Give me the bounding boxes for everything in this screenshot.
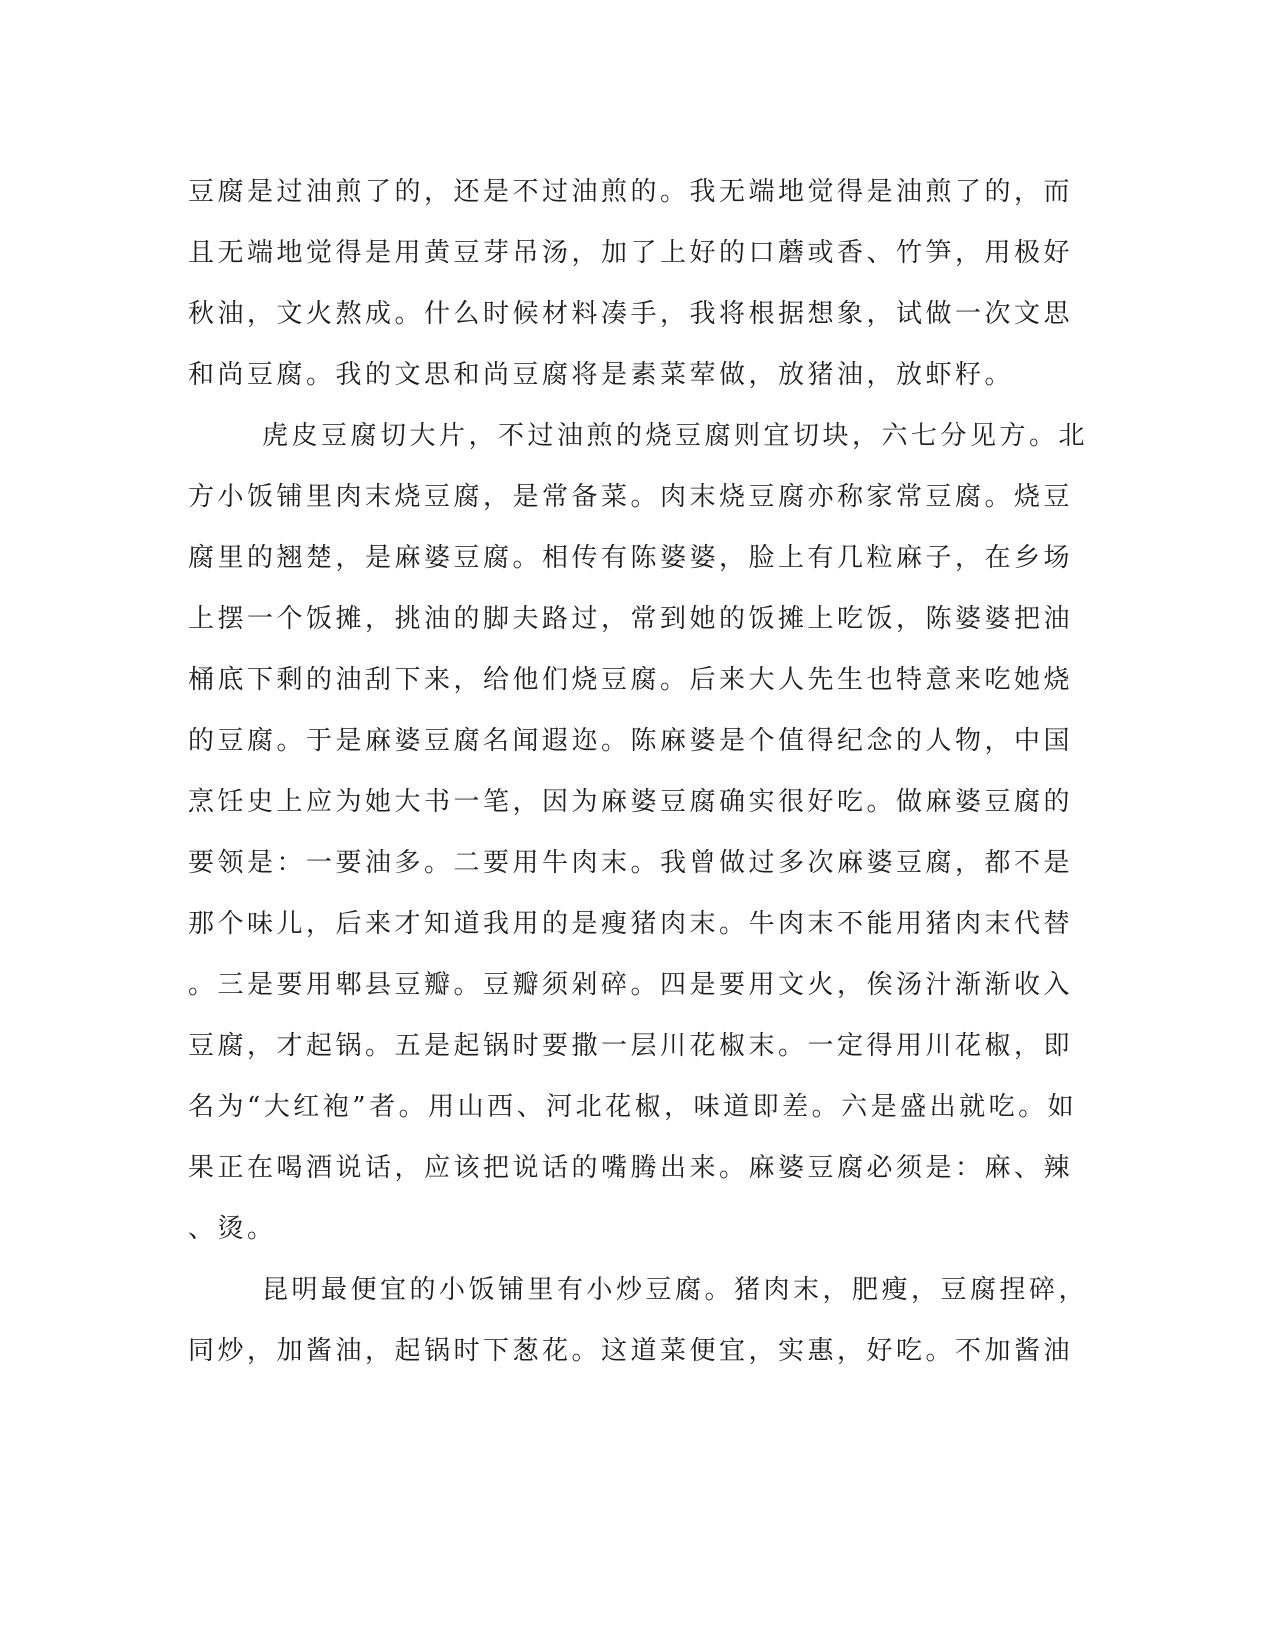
text-line: 豆腐，才起锅。五是起锅时要撒一层川花椒末。一定得用川花椒，即 xyxy=(188,1031,1074,1061)
text-line: 要领是：一要油多。二要用牛肉末。我曾做过多次麻婆豆腐，都不是 xyxy=(188,848,1074,878)
text-line: 且无端地觉得是用黄豆芽吊汤，加了上好的口蘑或香、竹笋，用极好 xyxy=(188,238,1074,268)
text-line: 方小饭铺里肉末烧豆腐，是常备菜。肉末烧豆腐亦称家常豆腐。烧豆 xyxy=(188,482,1074,512)
text-line: 腐里的翘楚，是麻婆豆腐。相传有陈婆婆，脸上有几粒麻子，在乡场 xyxy=(188,543,1074,573)
text-line: 名为“大红袍”者。用山西、河北花椒，味道即差。六是盛出就吃。如 xyxy=(188,1092,1078,1122)
text-line: 果正在喝酒说话，应该把说话的嘴腾出来。麻婆豆腐必须是：麻、辣 xyxy=(188,1153,1074,1183)
text-line: 和尚豆腐。我的文思和尚豆腐将是素菜荤做，放猪油，放虾籽。 xyxy=(188,360,1015,390)
text-line: 秋油，文火熬成。什么时候材料凑手，我将根据想象，试做一次文思 xyxy=(188,299,1074,329)
text-line: 、烫。 xyxy=(188,1214,277,1244)
text-line: 的豆腐。于是麻婆豆腐名闻遐迩。陈麻婆是个值得纪念的人物，中国 xyxy=(188,726,1074,756)
text-line: 上摆一个饭摊，挑油的脚夫路过，常到她的饭摊上吃饭，陈婆婆把油 xyxy=(188,604,1074,634)
text-line: 同炒，加酱油，起锅时下葱花。这道菜便宜，实惠，好吃。不加酱油 xyxy=(188,1336,1074,1366)
paragraph-first-line: 昆明最便宜的小饭铺里有小炒豆腐。猪肉末，肥瘦，豆腐捏碎， xyxy=(262,1275,1089,1305)
text-line: 烹饪史上应为她大书一笔，因为麻婆豆腐确实很好吃。做麻婆豆腐的 xyxy=(188,787,1074,817)
text-line: 那个味儿，后来才知道我用的是瘦猪肉末。牛肉末不能用猪肉末代替 xyxy=(188,909,1074,939)
text-line: 桶底下剩的油刮下来，给他们烧豆腐。后来大人先生也特意来吃她烧 xyxy=(188,665,1074,695)
paragraph-first-line: 虎皮豆腐切大片，不过油煎的烧豆腐则宜切块，六七分见方。北 xyxy=(262,421,1089,451)
text-line: 。三是要用郫县豆瓣。豆瓣须剁碎。四是要用文火，俟汤汁渐渐收入 xyxy=(188,970,1074,1000)
body-text xyxy=(188,162,1089,1382)
text-line: 豆腐是过油煎了的，还是不过油煎的。我无端地觉得是油煎了的，而 xyxy=(188,177,1074,207)
